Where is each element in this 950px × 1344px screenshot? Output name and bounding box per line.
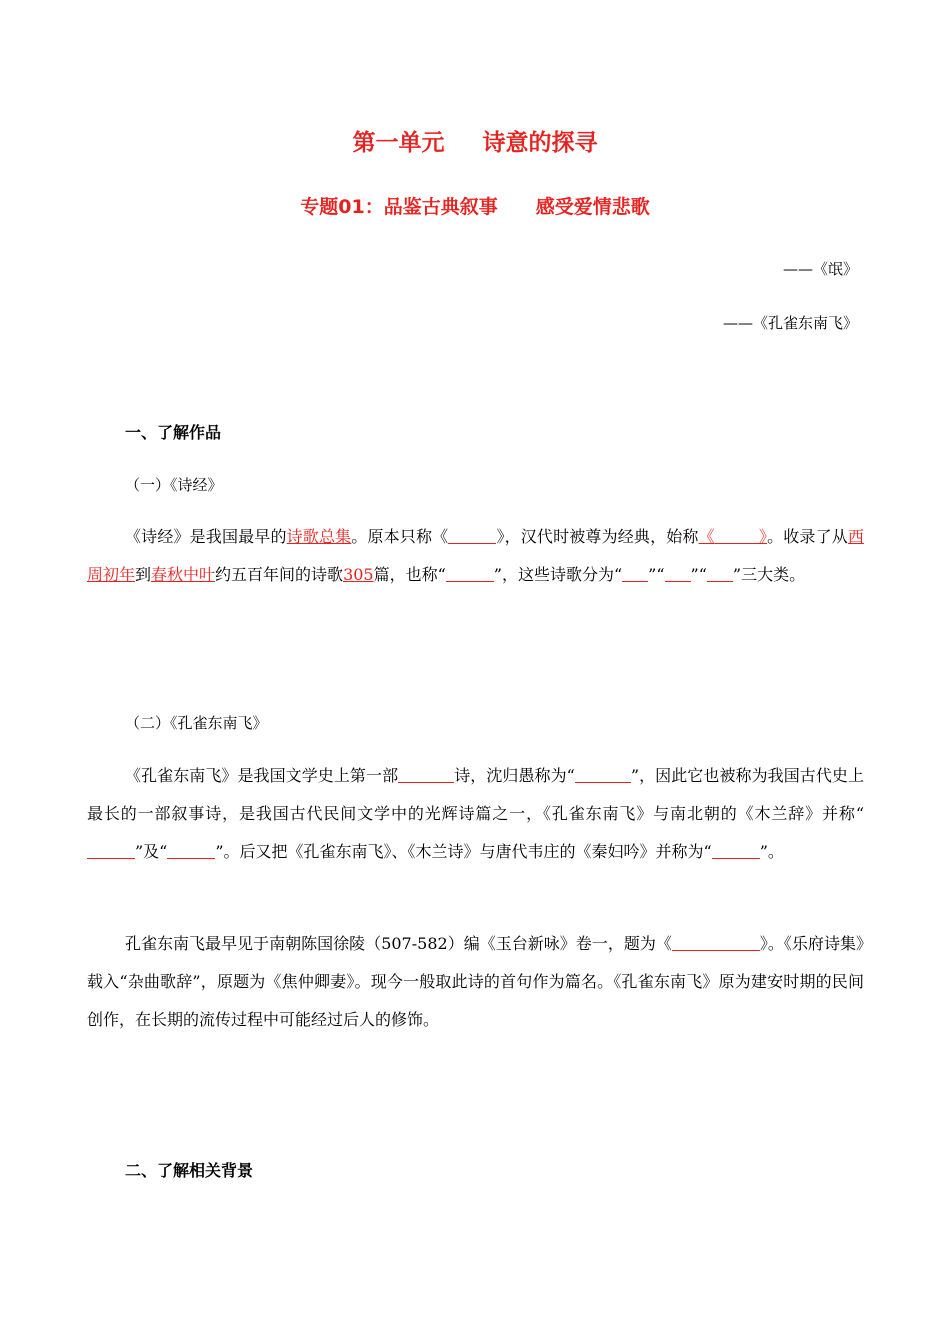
answer-text: 诗歌总集 bbox=[286, 527, 352, 546]
fill-blank[interactable] bbox=[446, 565, 494, 582]
unit-title bbox=[0, 124, 950, 157]
fill-blank[interactable] bbox=[707, 565, 733, 582]
fill-blank[interactable] bbox=[575, 766, 631, 783]
fill-blank[interactable] bbox=[167, 842, 215, 859]
answer-text: 305 bbox=[343, 565, 374, 584]
answer-text: 西周初年 bbox=[87, 527, 864, 584]
section-heading-2: 二、了解相关背景 bbox=[125, 1161, 254, 1180]
unit-theme-text: 诗意的探寻 bbox=[482, 130, 598, 156]
section-heading-1: 一、了解作品 bbox=[125, 423, 222, 442]
answer-text: 《 》 bbox=[698, 527, 768, 546]
paragraph-shijing: 《诗经》是我国最早的诗歌总集。原本只称《 》，汉代时被尊为经典，始称《 》。收录了从西周初年到春秋中叶约五百年间的诗歌305篇，也称“ ”，这些诗歌分为“ ”“ ”“ ”三大类。 bbox=[87, 527, 864, 584]
fill-blank[interactable] bbox=[622, 565, 648, 582]
fill-blank[interactable] bbox=[448, 527, 496, 544]
paragraph-kongque-1: 《孔雀东南飞》是我国文学史上第一部 诗，沈归愚称为“ ”，因此它也被称为我国古代史上最长的一部叙事诗，是我国古代民间文学中的光辉诗篇之一，《孔雀东南飞》与南北朝的《木兰辞》并称“”及“ ”。后又把《孔雀东南飞》、《木兰诗》与唐代韦庄的《秦妇吟》并称为“ ”。 bbox=[87, 766, 864, 861]
fill-blank[interactable] bbox=[87, 842, 135, 859]
paragraph-kongque-2: 孔雀东南飞最早见于南朝陈国徐陵（507-582）编《玉台新咏》卷一，题为《 》。《乐府诗集》载入“杂曲歌辞”，原题为《焦仲卿妻》。现今一般取此诗的首句作为篇名。《孔雀东南飞》原为建安时期的民间创作，在长期的流传过程中可能经过后人的修饰。 bbox=[87, 934, 864, 1029]
subsection-heading-kongque: （二）《孔雀东南飞》 bbox=[125, 714, 268, 732]
fill-blank[interactable] bbox=[715, 527, 759, 544]
topic-title bbox=[0, 192, 950, 219]
fill-blank[interactable] bbox=[672, 934, 760, 951]
topic-theme-text: 感受爱情悲歌 bbox=[535, 196, 650, 218]
fill-blank[interactable] bbox=[665, 565, 691, 582]
quote-source-1: ——《氓》 bbox=[782, 260, 858, 278]
quote-source-2: ——《孔雀东南飞》 bbox=[722, 314, 858, 332]
topic-title-text: 专题01：品鉴古典叙事 bbox=[300, 196, 498, 218]
answer-text: 春秋中叶 bbox=[151, 565, 216, 584]
fill-blank[interactable] bbox=[712, 842, 760, 859]
unit-title-text: 第一单元 bbox=[352, 130, 445, 156]
subsection-heading-shijing: （一）《诗经》 bbox=[125, 476, 223, 494]
fill-blank[interactable] bbox=[398, 766, 454, 783]
